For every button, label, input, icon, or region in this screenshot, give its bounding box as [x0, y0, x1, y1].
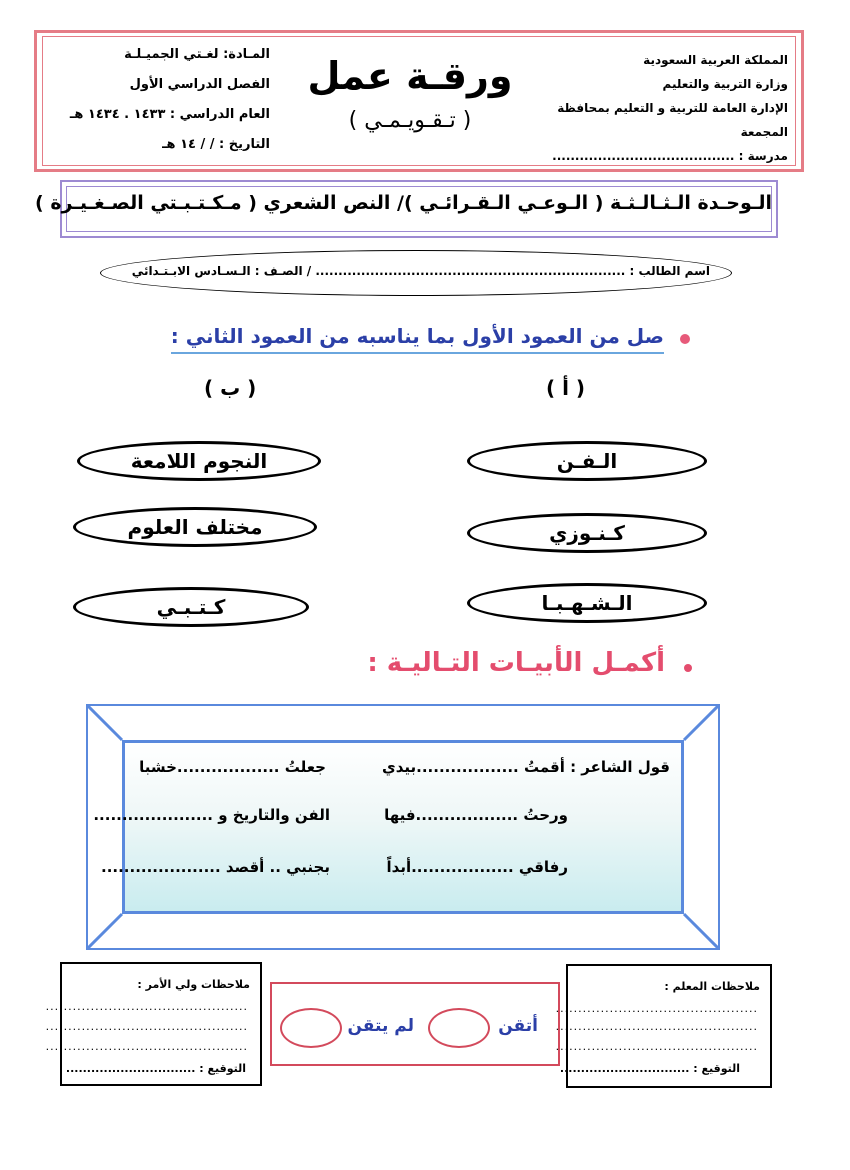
verse-1-first-half[interactable]: قول الشاعر : أقمتُ ..................بيدي — [381, 758, 670, 776]
header-subject: المـادة: لغـتي الجميـلـة — [124, 47, 270, 62]
parent-notes-box — [45, 962, 262, 1086]
header-institution — [528, 48, 788, 168]
page-subtitle: ( تـقـويـمـي ) — [348, 108, 472, 133]
header-directorate: الإدارة العامة للتربية و التعليم بمحافظة المجمعة — [557, 101, 788, 139]
q2-instruction: أكمـل الأبيـات التـاليـة : — [367, 648, 665, 678]
verse-2-second-half[interactable]: الفن والتاريخ و ..................... — [93, 806, 330, 824]
mastered-checkbox[interactable] — [428, 1008, 490, 1048]
not-mastered-checkbox[interactable] — [280, 1008, 342, 1048]
header-country: المملكة العربية السعودية — [643, 53, 788, 67]
match-item-b-2[interactable]: مختلف العلوم — [73, 507, 317, 547]
bullet-icon — [680, 334, 690, 344]
student-grade-label: / الصـف : الـسـادس الابـتـدائي — [131, 264, 312, 278]
verse-3-second-half[interactable]: بجنبي .. أقصد ..................... — [101, 858, 330, 876]
match-item-b-3[interactable]: كـتـبـي — [73, 587, 309, 627]
parent-notes-line[interactable]: ............................................. — [45, 1000, 248, 1013]
q1-instruction: صل من العمود الأول بما يناسبه من العمود الثاني : — [171, 324, 664, 354]
header-year: العام الدراسي : ١٤٣٣ . ١٤٣٤ هـ — [69, 107, 270, 122]
match-item-a-2[interactable]: كـنـوزي — [467, 513, 707, 553]
parent-notes-title: ملاحظات ولي الأمر : — [137, 978, 250, 991]
parent-signature[interactable]: التوقيع : ............................... — [65, 1062, 246, 1075]
unit-banner-title: الـوحـدة الـثـالـثـة ( الـوعـي الـقـرائـي )/ النص الشعري ( مـكـتـبـتي الصـغـيـرة ) — [35, 192, 772, 214]
teacher-notes-title: ملاحظات المعلم : — [664, 980, 760, 993]
header-semester: الفصل الدراسي الأول — [129, 77, 270, 92]
teacher-notes-line[interactable]: ............................................. — [555, 1040, 758, 1053]
page-title: ورقـة عمل — [307, 54, 513, 98]
verse-3-first-half[interactable]: رفاقي ..................أبداً — [386, 858, 568, 876]
parent-notes-line[interactable]: ............................................. — [45, 1040, 248, 1053]
verse-2-first-half[interactable]: ورحتُ ..................فيها — [384, 806, 568, 824]
header-course-info — [60, 40, 270, 160]
header-date: التاريخ : / / ١٤ هـ — [162, 137, 270, 152]
bullet-icon — [684, 664, 692, 672]
column-a-heading: ( أ ) — [546, 376, 586, 400]
student-name-field[interactable]: اسم الطالب : .................................................................... — [315, 264, 710, 278]
column-b-heading: ( ب ) — [204, 376, 257, 400]
not-mastered-label: لم يتقن — [347, 1016, 414, 1036]
teacher-signature[interactable]: التوقيع : ............................... — [559, 1062, 740, 1075]
mastered-label: أتقن — [498, 1016, 538, 1036]
header-school: مدرسة : ........................................ — [552, 149, 788, 163]
teacher-notes-line[interactable]: ............................................. — [555, 1002, 758, 1015]
parent-notes-line[interactable]: ............................................. — [45, 1020, 248, 1033]
match-item-a-1[interactable]: الـفـن — [467, 441, 707, 481]
teacher-notes-line[interactable]: ............................................. — [555, 1020, 758, 1033]
header-ministry: وزارة التربية والتعليم — [662, 77, 788, 91]
teacher-notes-box — [555, 964, 772, 1088]
verse-1-second-half[interactable]: جعلتُ ..................خشبا — [139, 758, 326, 776]
match-item-b-1[interactable]: النجوم اللامعة — [77, 441, 321, 481]
student-info-line — [120, 264, 710, 278]
grade-box — [270, 982, 560, 1066]
match-item-a-3[interactable]: الـشـهـبـا — [467, 583, 707, 623]
